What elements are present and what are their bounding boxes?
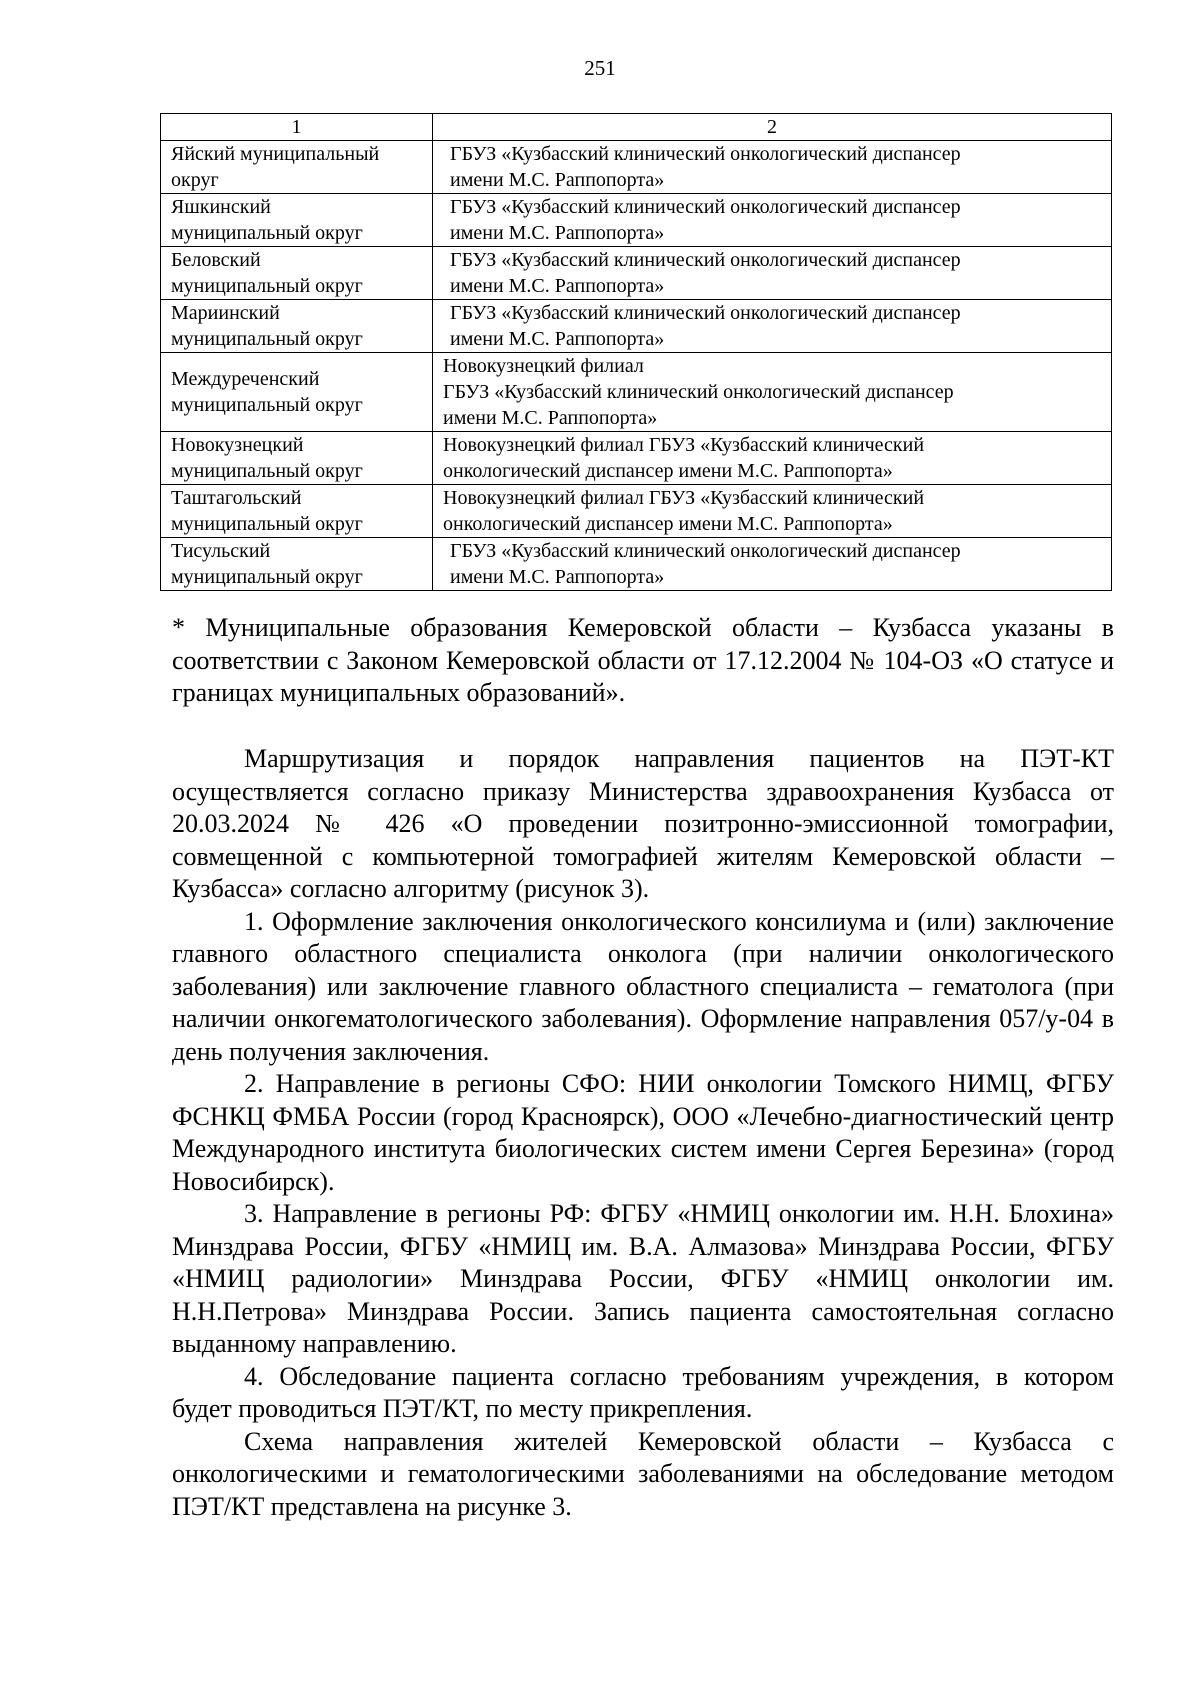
table-row <box>161 432 1112 485</box>
column-header-2: 2 <box>433 114 1112 141</box>
district-line: муниципальный округ <box>171 513 363 535</box>
district-line: округ <box>171 169 219 191</box>
district-cell <box>161 247 433 300</box>
district-cell <box>161 432 433 485</box>
routing-table <box>160 113 1112 591</box>
district-line: Яйский муниципальный <box>171 143 380 165</box>
district-cell <box>161 300 433 353</box>
district-cell <box>161 485 433 538</box>
table-header-row <box>161 114 1112 141</box>
district-line: муниципальный округ <box>171 460 363 482</box>
clinic-line: имени М.С. Раппопорта» <box>450 275 665 297</box>
district-line: муниципальный округ <box>171 328 363 350</box>
column-header-1: 1 <box>161 114 433 141</box>
clinic-line: онкологический диспансер имени М.С. Раппопорта» <box>443 513 893 535</box>
district-line: Беловский <box>171 249 261 271</box>
district-line: Мариинский <box>171 302 280 324</box>
paragraph-step-2: 2. Направление в регионы СФО: НИИ онкологии Томского НИМЦ, ФГБУ ФСНКЦ ФМБА России (город Красноярск), ООО «Лечебно-диагностический центр Международного института биологических систем имени Сергея Березина» (город Новосибирск). <box>172 1069 1114 1196</box>
clinic-line: ГБУЗ «Кузбасский клинический онкологический диспансер <box>450 196 961 218</box>
district-line: муниципальный округ <box>171 566 363 588</box>
district-line: муниципальный округ <box>171 394 363 416</box>
district-line: Междуреченский <box>171 368 320 390</box>
district-line: Новокузнецкий <box>171 434 304 456</box>
district-cell <box>161 353 433 432</box>
clinic-line: имени М.С. Раппопорта» <box>450 566 665 588</box>
clinic-line: ГБУЗ «Кузбасский клинический онкологический диспансер <box>450 249 961 271</box>
table-row <box>161 300 1112 353</box>
paragraph-step-3: 3. Направление в регионы РФ: ФГБУ «НМИЦ онкологии им. Н.Н. Блохина» Минздрава России, ФГБУ «НМИЦ им. В.А. Алмазова» Минздрава России, ФГБУ «НМИЦ радиологии» Минздрава России, ФГБУ «НМИЦ онкологии им. Н.Н.Петрова» Минздрава России. Запись пациента самостоятельная согласно выданному направлению. <box>172 1199 1114 1358</box>
clinic-line: ГБУЗ «Кузбасский клинический онкологический диспансер <box>450 540 961 562</box>
paragraph-scheme: Схема направления жителей Кемеровской области – Кузбасса с онкологическими и гематологическими заболеваниями на обследование методом ПЭТ/КТ представлена на рисунке 3. <box>172 1426 1114 1521</box>
clinic-line: Новокузнецкий филиал <box>443 355 644 377</box>
district-cell <box>161 538 433 591</box>
table-body <box>161 141 1112 591</box>
district-line: Яшкинский <box>171 196 271 218</box>
district-cell <box>161 194 433 247</box>
footnote-text: * Муниципальные образования Кемеровской области – Кузбасса указаны в соответствии с Законом Кемеровской области от 17.12.2004 № 104-ОЗ «О статусе и границах муниципальных образований». <box>172 613 1114 707</box>
district-line: муниципальный округ <box>171 275 363 297</box>
clinic-cell <box>433 141 1112 194</box>
clinic-line: имени М.С. Раппопорта» <box>450 328 665 350</box>
district-line: Тисульский <box>171 540 271 562</box>
table-row <box>161 485 1112 538</box>
clinic-line: имени М.С. Раппопорта» <box>443 407 658 429</box>
clinic-line: имени М.С. Раппопорта» <box>450 222 665 244</box>
clinic-line: ГБУЗ «Кузбасский клинический онкологический диспансер <box>450 143 961 165</box>
clinic-line: Новокузнецкий филиал ГБУЗ «Кузбасский клинический <box>443 487 925 509</box>
clinic-cell <box>433 432 1112 485</box>
district-cell <box>161 141 433 194</box>
paragraph-intro: Маршрутизация и порядок направления пациентов на ПЭТ-КТ осуществляется согласно приказу Министерства здравоохранения Кузбасса от 20.03.2024 № 426 «О проведении позитронно-эмиссионной томографии, совмещенной с компьютерной томографией жителям Кемеровской области – Кузбасса» согласно алгоритму (рисунок 3). <box>172 744 1114 903</box>
page-number: 251 <box>584 56 616 80</box>
district-line: муниципальный округ <box>171 222 363 244</box>
clinic-line: онкологический диспансер имени М.С. Раппопорта» <box>443 460 893 482</box>
footnote <box>172 612 1114 710</box>
clinic-cell <box>433 194 1112 247</box>
table-row <box>161 247 1112 300</box>
clinic-line: Новокузнецкий филиал ГБУЗ «Кузбасский клинический <box>443 434 925 456</box>
table-row <box>161 194 1112 247</box>
district-line: Таштагольский <box>171 487 302 509</box>
table-row <box>161 353 1112 432</box>
table-row <box>161 538 1112 591</box>
paragraph-step-1: 1. Оформление заключения онкологического консилиума и (или) заключение главного областного специалиста онколога (при наличии онкологического заболевания) или заключение главного областного специалиста – гематолога (при наличии онкогематологического заболевания). Оформление направления 057/у-04 в день получения заключения. <box>172 906 1114 1066</box>
clinic-cell <box>433 353 1112 432</box>
clinic-line: ГБУЗ «Кузбасский клинический онкологический диспансер <box>450 302 961 324</box>
table-row <box>161 141 1112 194</box>
paragraph-step-4: 4. Обследование пациента согласно требованиям учреждения, в котором будет проводиться ПЭТ/КТ, по месту прикрепления. <box>172 1361 1114 1423</box>
clinic-cell <box>433 300 1112 353</box>
clinic-line: имени М.С. Раппопорта» <box>450 169 665 191</box>
clinic-cell <box>433 538 1112 591</box>
clinic-cell <box>433 247 1112 300</box>
clinic-line: ГБУЗ «Кузбасский клинический онкологический диспансер <box>443 381 954 403</box>
main-text <box>172 743 1114 1523</box>
clinic-cell <box>433 485 1112 538</box>
